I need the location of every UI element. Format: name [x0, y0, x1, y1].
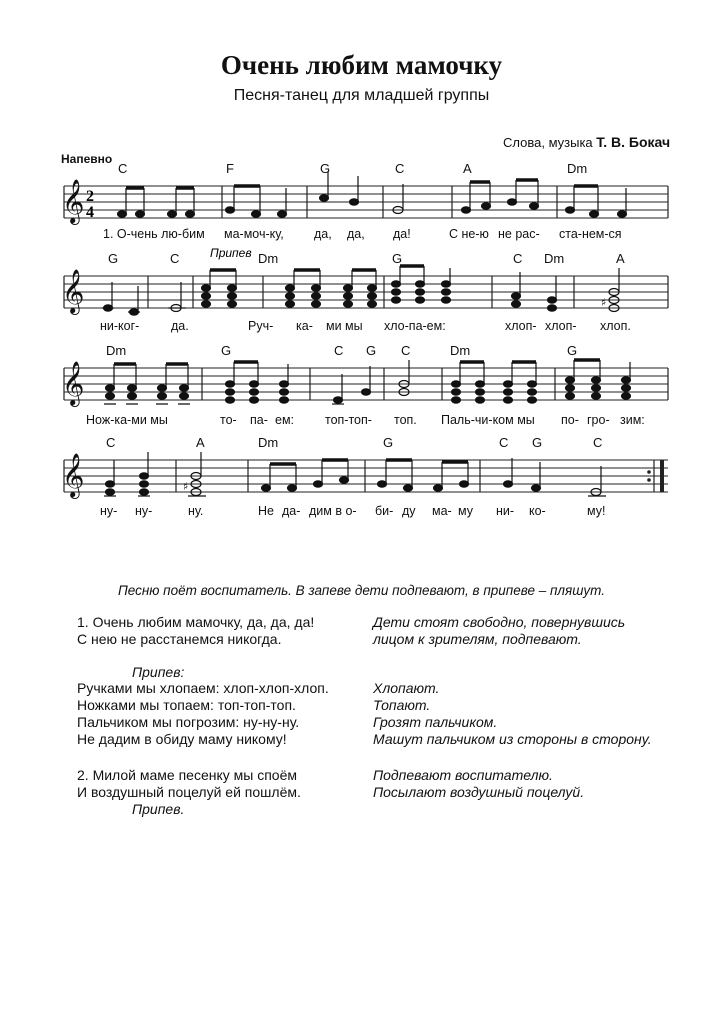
lyric-syllable: ста-нем-ся: [559, 227, 622, 241]
lyric-syllable: да.: [171, 319, 189, 333]
credits-author: Т. В. Бокач: [596, 134, 671, 150]
lyric-syllable: ну.: [188, 504, 204, 518]
treble-clef-icon: 𝄞: [62, 269, 85, 313]
song-title: Очень любим мамочку: [220, 50, 503, 80]
lyric-syllable: ка-: [296, 319, 313, 333]
tempo-marking: Напевно: [61, 152, 113, 166]
chorus-lyrics: [77, 680, 329, 748]
lyric-syllable: ну-: [135, 504, 153, 518]
lyric-syllable: Не: [258, 504, 274, 518]
lyric-syllable: хлоп-: [505, 319, 537, 333]
chord-symbol: G: [383, 435, 394, 450]
verse-line: Не дадим в обиду маму никому!: [77, 731, 287, 747]
chord-symbol: A: [463, 161, 472, 176]
lyric-syllable: да-: [282, 504, 301, 518]
chord-symbol: F: [226, 161, 234, 176]
action-line: Подпевают воспитателю.: [373, 767, 553, 783]
final-repeat-barline: [660, 460, 664, 492]
credits-label: Слова, музыка: [503, 135, 593, 150]
lyric-syllable: топ-топ-: [325, 413, 372, 427]
lyric-syllable: Нож-ка-ми мы: [86, 413, 168, 427]
chord-symbol: A: [616, 251, 625, 266]
lyric-syllable: то-: [220, 413, 237, 427]
action-line: лицом к зрителям, подпевают.: [373, 631, 582, 647]
chord-symbol: Dm: [544, 251, 565, 266]
action-line: Посылают воздушный поцелуй.: [373, 784, 585, 800]
chord-symbol: C: [499, 435, 509, 450]
lyric-syllable: да,: [347, 227, 365, 241]
chord-symbol: C: [170, 251, 180, 266]
chord-symbol: G: [221, 343, 232, 358]
chord-symbol: C: [334, 343, 344, 358]
lyric-syllable: по-: [561, 413, 579, 427]
chord-symbol: Dm: [567, 161, 588, 176]
lyric-syllable: хло-па-ем:: [384, 319, 446, 333]
chord-symbol: C: [401, 343, 411, 358]
verse-line: Ножками мы топаем: топ-топ-топ.: [77, 697, 296, 713]
lyric-syllable: ни-: [496, 504, 515, 518]
chord-symbol: Dm: [450, 343, 471, 358]
lyric-syllable: Паль-чи-ком мы: [441, 413, 535, 427]
chord-symbol: Dm: [106, 343, 127, 358]
chord-symbol: G: [366, 343, 377, 358]
lyric-syllable: зим:: [620, 413, 645, 427]
lyric-syllable: ну-: [100, 504, 118, 518]
verse-2-actions: [373, 767, 584, 801]
lyric-syllable: ми мы: [326, 319, 363, 333]
action-line: Хлопают.: [373, 680, 440, 696]
lyric-syllable: топ.: [394, 413, 417, 427]
verse-2-chorus-label: Припев.: [132, 801, 185, 817]
action-line: Дети стоят свободно, повернувшись: [373, 614, 626, 630]
action-line: Машут пальчиком из стороны в сторону.: [373, 731, 652, 747]
chorus-actions: [373, 680, 652, 748]
lyric-syllable: ду: [402, 504, 416, 518]
notes-system-3: [104, 360, 631, 404]
chorus-label: Припев:: [132, 664, 185, 680]
lyric-syllable: С не-ю: [449, 227, 489, 241]
treble-clef-icon: 𝄞: [62, 453, 85, 497]
chord-symbol: C: [395, 161, 405, 176]
verse-1: [77, 614, 314, 648]
treble-clef-icon: 𝄞: [62, 179, 85, 223]
chorus-marker: Припев: [210, 246, 252, 260]
time-signature-top: 2: [86, 188, 94, 205]
lyric-syllable: да,: [314, 227, 332, 241]
verse-line: Ручками мы хлопаем: хлоп-хлоп-хлоп.: [77, 680, 329, 696]
lyric-syllable: хлоп.: [600, 319, 631, 333]
chord-symbol: Dm: [258, 435, 279, 450]
time-signature-bottom: 4: [86, 204, 94, 221]
chord-symbol: G: [108, 251, 119, 266]
lyric-syllable: ни-ког-: [100, 319, 140, 333]
chord-symbol: G: [532, 435, 543, 450]
lyric-syllable: да!: [393, 227, 411, 241]
chord-symbol: G: [567, 343, 578, 358]
chord-symbol: A: [196, 435, 205, 450]
chord-symbol: Dm: [258, 251, 279, 266]
chord-symbol: C: [106, 435, 116, 450]
lyric-syllable: гро-: [587, 413, 610, 427]
lyric-syllable: хлоп-: [545, 319, 577, 333]
svg-text:♯: ♯: [601, 296, 607, 309]
repeat-dot: [647, 478, 651, 482]
verse-line: Пальчиком мы погрозим: ну-ну-ну.: [77, 714, 300, 730]
action-line: Топают.: [373, 697, 431, 713]
chord-symbol: C: [593, 435, 603, 450]
treble-clef-icon: 𝄞: [62, 361, 85, 405]
action-line: Грозят пальчиком.: [373, 714, 498, 730]
lyric-syllable: ма-: [432, 504, 452, 518]
lyric-syllable: не рас-: [498, 227, 540, 241]
lyric-syllable: му!: [587, 504, 606, 518]
lyric-syllable: ко-: [529, 504, 546, 518]
verse-line: 2. Милой маме песенку мы споём: [77, 767, 297, 783]
verse-1-actions: [373, 614, 625, 648]
lyric-syllable: па-: [250, 413, 268, 427]
lyric-syllable: дим в о-: [309, 504, 357, 518]
lyric-syllable: ем:: [275, 413, 295, 427]
performance-instruction: Песню поёт воспитатель. В запеве дети подпевают, в припеве – пляшут.: [117, 583, 606, 598]
lyric-syllable: 1. О-чень лю-бим: [103, 227, 205, 241]
lyric-syllable: би-: [375, 504, 394, 518]
verse-line: С нею не расстанемся никогда.: [77, 631, 282, 647]
chord-symbol: C: [118, 161, 128, 176]
chord-symbol: C: [513, 251, 523, 266]
lyric-syllable: ма-моч-ку,: [224, 227, 284, 241]
verse-line: И воздушный поцелуй ей пошлём.: [77, 784, 301, 800]
repeat-dot: [647, 470, 651, 474]
lyric-syllable: му: [458, 504, 473, 518]
lyric-syllable: Руч-: [248, 319, 274, 333]
chord-symbol: G: [392, 251, 403, 266]
verse-2: [77, 767, 301, 801]
chord-symbol: G: [320, 161, 331, 176]
svg-text:♯: ♯: [183, 480, 189, 493]
song-subtitle: Песня-танец для младшей группы: [233, 87, 490, 104]
notes-system-4: [104, 452, 606, 496]
verse-line: 1. Очень любим мамочку, да, да, да!: [77, 614, 315, 630]
